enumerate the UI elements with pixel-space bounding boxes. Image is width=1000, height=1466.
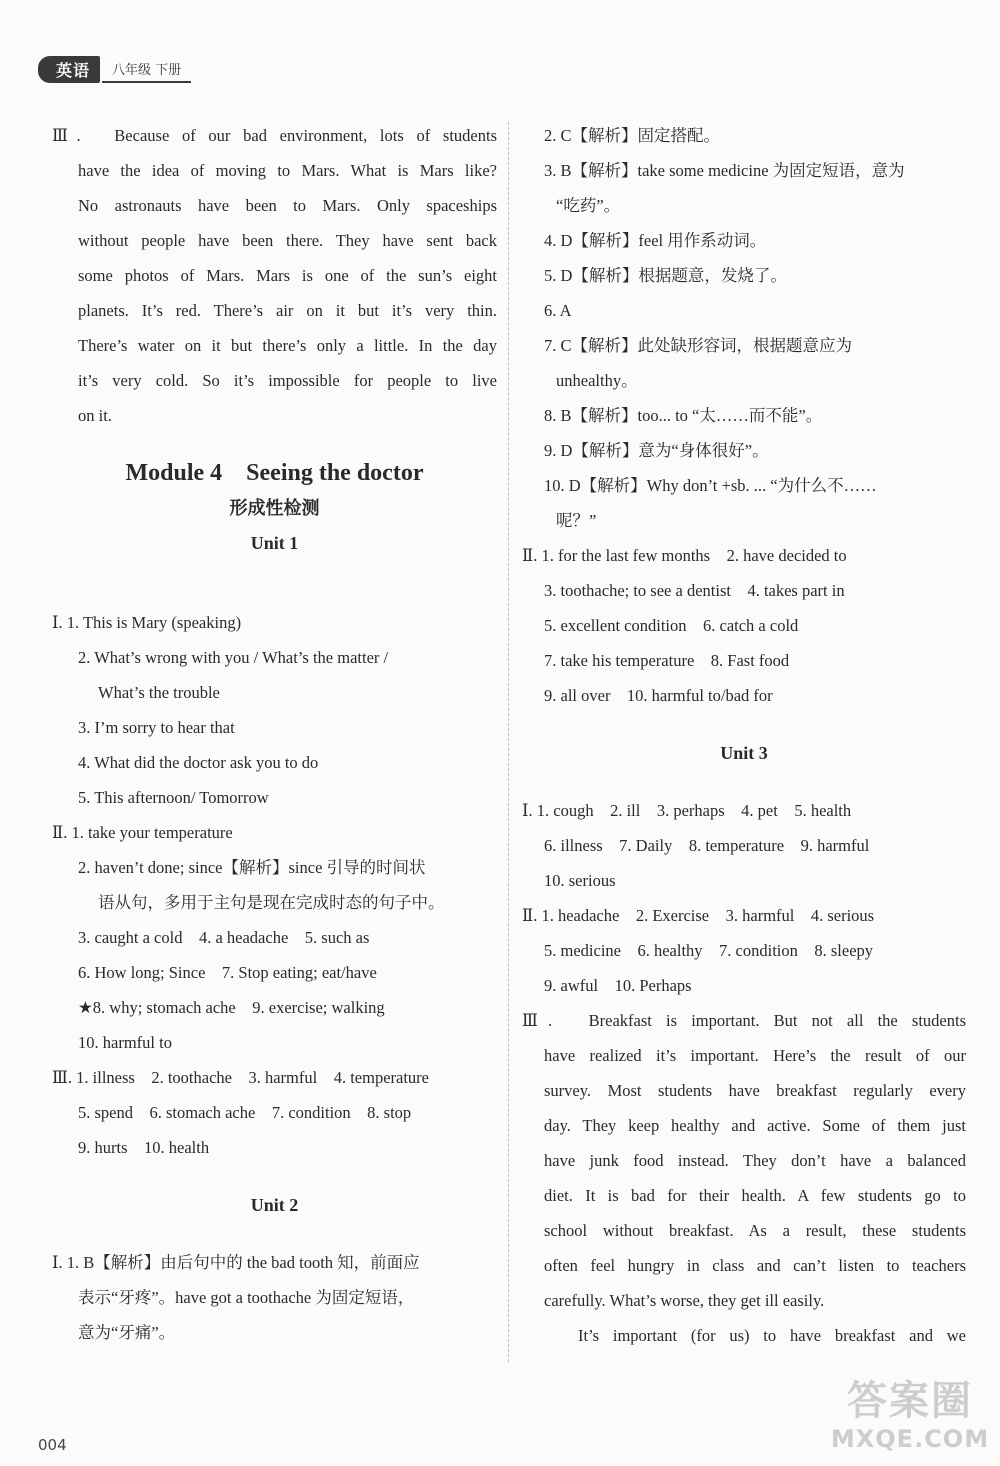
answer-line: Ⅱ. 1. headache 2. Exercise 3. harmful 4. serious [522, 906, 875, 925]
passage-line: on it. [78, 406, 112, 425]
unit-3-title: Unit 3 [720, 743, 768, 763]
passage-line: planets. It’s red. There’s air on it but it’s very thin. [78, 301, 497, 320]
unit-2-title: Unit 2 [250, 1195, 299, 1215]
answer-line: 7. C【解析】此处缺形容词，根据题意应为 [544, 336, 853, 355]
answer-line: Ⅰ. 1. cough 2. ill 3. perhaps 4. pet 5. health [522, 801, 852, 820]
passage-line: without people have been there. They have sent back [78, 231, 497, 250]
passage-line: have the idea of moving to Mars. What is Mars like? [78, 161, 497, 180]
unit-2-answers [52, 1245, 497, 1350]
passage-line: Ⅲ. Breakfast is important. But not all the students [522, 1011, 966, 1030]
answer-line: 7. take his temperature 8. Fast food [544, 651, 790, 670]
answer-line: 2. haven’t done; since【解析】since 引导的时间状 [78, 858, 426, 877]
answer-line: ★8. why; stomach ache 9. exercise; walking [78, 998, 385, 1017]
answer-line: 10. harmful to [78, 1033, 172, 1052]
passage-line: Ⅲ. Because of our bad environment, lots of students [52, 126, 497, 145]
answer-line: 8. B【解析】too... to “太……而不能”。 [544, 406, 823, 425]
answer-line: 3. B【解析】take some medicine 为固定短语，意为 [544, 161, 905, 180]
site-watermark [830, 1378, 990, 1454]
answer-line: 语从句，多用于主句是现在完成时态的句子中。 [98, 893, 445, 912]
passage-line: have realized it’s important. Here’s the result of our [544, 1046, 966, 1065]
answer-line: 9. all over 10. harmful to/bad for [544, 686, 773, 705]
answer-line: 5. medicine 6. healthy 7. condition 8. sleepy [544, 941, 874, 960]
answer-line: 4. What did the doctor ask you to do [78, 753, 319, 772]
passage-line: There’s water on it but there’s only a little. In the day [78, 336, 497, 355]
answer-line: 9. awful 10. Perhaps [544, 976, 692, 995]
passage-line: carefully. What’s worse, they get ill easily. [544, 1291, 825, 1310]
answer-line: 6. A [544, 301, 572, 320]
right-column [522, 118, 966, 1353]
answer-line: 2. C【解析】固定搭配。 [544, 126, 721, 145]
answer-line: “吃药”。 [556, 196, 621, 215]
unit-1-title: Unit 1 [250, 533, 299, 553]
answer-line: Ⅰ. 1. B【解析】由后句中的 the bad tooth 知，前面应 [52, 1253, 420, 1272]
answer-line: 9. D【解析】意为“身体很好”。 [544, 441, 769, 460]
passage-line: No astronauts have been to Mars. Only spaceships [78, 196, 497, 215]
answer-line: 表示“牙疼”。have got a toothache 为固定短语， [78, 1288, 415, 1307]
subject-logo: 英语 [38, 56, 100, 83]
answer-line: 呢？” [556, 511, 597, 530]
answer-line: What’s the trouble [98, 683, 220, 702]
answer-line: Ⅱ. 1. for the last few months 2. have decided to [522, 546, 847, 565]
unit-3-answers [522, 793, 966, 1353]
answer-line: Ⅱ. 1. take your temperature [52, 823, 233, 842]
passage-line: often feel hungry in class and can’t listen to teachers [544, 1256, 966, 1275]
passage-line: some photos of Mars. Mars is one of the sun’s eight [78, 266, 497, 285]
module-title: Module 4 Seeing the doctor [125, 460, 424, 486]
passage-line: diet. It is bad for their health. A few students go to [544, 1186, 966, 1205]
answer-line: 10. D【解析】Why don’t +sb. ... “为什么不…… [544, 476, 877, 495]
passage-line: it’s very cold. So it’s impossible for people to live [78, 371, 497, 390]
answer-line: 5. This afternoon/ Tomorrow [78, 788, 269, 807]
answer-line: 3. toothache; to see a dentist 4. takes part in [544, 581, 845, 600]
watermark-logo-text: 答案圈 [847, 1378, 973, 1424]
module-subtitle: 形成性检测 [229, 498, 320, 519]
answer-line: 3. caught a cold 4. a headache 5. such as [78, 928, 370, 947]
column-divider [508, 122, 509, 1362]
passage-line: It’s important (for us) to have breakfast and we [578, 1326, 966, 1345]
answer-line: Ⅲ. 1. illness 2. toothache 3. harmful 4. temperature [52, 1068, 429, 1087]
answer-line: 5. spend 6. stomach ache 7. condition 8. stop [78, 1103, 412, 1122]
section-3-passage [52, 118, 497, 433]
answer-line: 6. illness 7. Daily 8. temperature 9. harmful [544, 836, 870, 855]
page-number: 004 [38, 1436, 67, 1454]
answer-line: 5. excellent condition 6. catch a cold [544, 616, 799, 635]
page-header [38, 56, 191, 82]
passage-line: have junk food instead. They don’t have a balanced [544, 1151, 966, 1170]
answer-line: 6. How long; Since 7. Stop eating; eat/have [78, 963, 377, 982]
passage-line: school without breakfast. As a result, these students [544, 1221, 966, 1240]
answer-line: 意为“牙痛”。 [78, 1323, 176, 1342]
passage-line: survey. Most students have breakfast regularly every [544, 1081, 966, 1100]
grade-label: 八年级 下册 [102, 56, 191, 83]
answer-line: unhealthy。 [556, 371, 638, 390]
answer-line: 3. I’m sorry to hear that [78, 718, 235, 737]
answer-line: 2. What’s wrong with you / What’s the matter / [78, 648, 389, 667]
answer-line: 5. D【解析】根据题意，发烧了。 [544, 266, 787, 285]
unit-1-answers [52, 605, 497, 1165]
passage-line: day. They keep healthy and active. Some of them just [544, 1116, 966, 1135]
unit-2-answers-continued [522, 118, 966, 713]
answer-line: 10. serious [544, 871, 616, 890]
watermark-url: MXQE.COM [830, 1425, 990, 1453]
answer-line: 9. hurts 10. health [78, 1138, 210, 1157]
answer-line: 4. D【解析】feel 用作系动词。 [544, 231, 767, 250]
answer-line: Ⅰ. 1. This is Mary (speaking) [52, 613, 242, 632]
left-column [52, 118, 497, 1350]
